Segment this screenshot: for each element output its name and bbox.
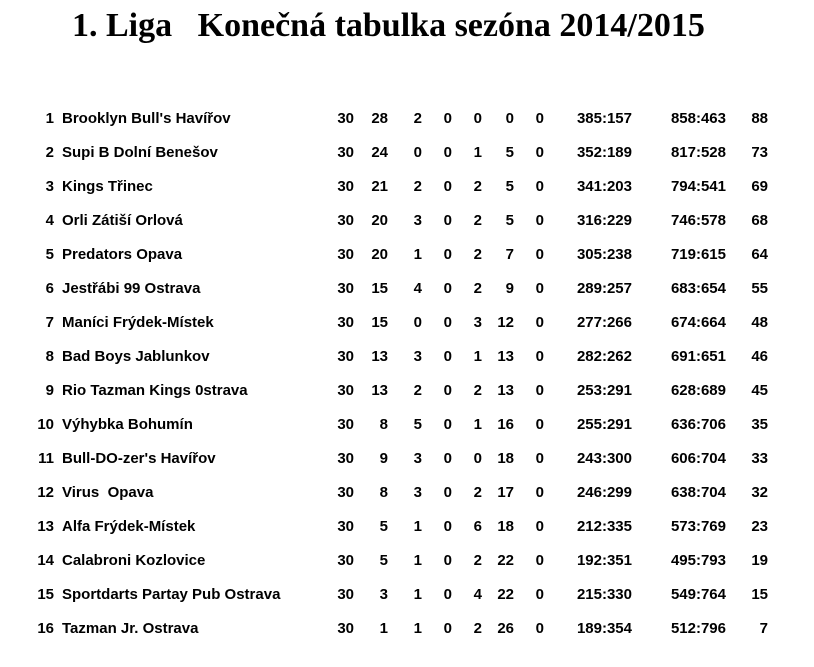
rank-cell: 9: [45, 382, 54, 399]
wins-cell: 1: [379, 620, 388, 637]
stat-col-3-cell: 1: [413, 586, 422, 603]
points-cell: 45: [751, 382, 768, 399]
rank-cell: 7: [45, 314, 54, 331]
rank-cell: 1: [45, 110, 54, 127]
matches-played-cell: 30: [337, 314, 354, 331]
matches-played-cell: 30: [337, 450, 354, 467]
stat-col-5-cell: 3: [473, 314, 482, 331]
legs-score-cell: 282:262: [576, 348, 632, 365]
team-name-cell: Výhybka Bohumín: [62, 416, 193, 433]
legs-score-cell: 255:291: [576, 416, 632, 433]
points-cell: 19: [751, 552, 768, 569]
table-row: [0, 441, 814, 475]
stat-col-4-cell: 0: [443, 518, 452, 535]
legs-score-cell: 215:330: [576, 586, 632, 603]
stat-col-4-cell: 0: [443, 348, 452, 365]
matches-played-cell: 30: [337, 552, 354, 569]
stat-col-5-cell: 4: [473, 586, 482, 603]
wins-cell: 24: [371, 144, 388, 161]
stat-col-7-cell: 0: [535, 518, 544, 535]
stat-col-3-cell: 2: [413, 110, 422, 127]
losses-cell: 22: [497, 552, 514, 569]
table-row: [0, 543, 814, 577]
stat-col-5-cell: 0: [473, 110, 482, 127]
legs-score-cell: 385:157: [576, 110, 632, 127]
points-cell: 15: [751, 586, 768, 603]
rank-cell: 2: [45, 144, 54, 161]
stat-col-4-cell: 0: [443, 416, 452, 433]
table-row: [0, 237, 814, 271]
losses-cell: 7: [505, 246, 514, 263]
sets-score-cell: 636:706: [670, 416, 726, 433]
sets-score-cell: 794:541: [670, 178, 726, 195]
table-row: [0, 611, 814, 645]
stat-col-5-cell: 2: [473, 552, 482, 569]
losses-cell: 17: [497, 484, 514, 501]
stat-col-5-cell: 2: [473, 620, 482, 637]
legs-score-cell: 316:229: [576, 212, 632, 229]
sets-score-cell: 858:463: [670, 110, 726, 127]
matches-played-cell: 30: [337, 518, 354, 535]
stat-col-4-cell: 0: [443, 484, 452, 501]
team-name-cell: Calabroni Kozlovice: [62, 552, 206, 569]
table-row: [0, 509, 814, 543]
wins-cell: 15: [371, 280, 388, 297]
rank-cell: 10: [37, 416, 54, 433]
stat-col-7-cell: 0: [535, 280, 544, 297]
matches-played-cell: 30: [337, 280, 354, 297]
rank-cell: 16: [37, 620, 54, 637]
stat-col-3-cell: 0: [413, 144, 422, 161]
stat-col-4-cell: 0: [443, 144, 452, 161]
stat-col-4-cell: 0: [443, 314, 452, 331]
matches-played-cell: 30: [337, 416, 354, 433]
team-name-cell: Rio Tazman Kings 0strava: [62, 382, 248, 399]
legs-score-cell: 189:354: [576, 620, 632, 637]
stat-col-7-cell: 0: [535, 450, 544, 467]
matches-played-cell: 30: [337, 246, 354, 263]
stat-col-7-cell: 0: [535, 586, 544, 603]
stat-col-3-cell: 0: [413, 314, 422, 331]
stat-col-5-cell: 0: [473, 450, 482, 467]
losses-cell: 18: [497, 450, 514, 467]
points-cell: 33: [751, 450, 768, 467]
points-cell: 32: [751, 484, 768, 501]
table-row: [0, 407, 814, 441]
matches-played-cell: 30: [337, 110, 354, 127]
losses-cell: 5: [505, 212, 514, 229]
wins-cell: 20: [371, 212, 388, 229]
rank-cell: 15: [37, 586, 54, 603]
points-cell: 73: [751, 144, 768, 161]
stat-col-3-cell: 2: [413, 178, 422, 195]
stat-col-4-cell: 0: [443, 620, 452, 637]
stat-col-5-cell: 2: [473, 484, 482, 501]
matches-played-cell: 30: [337, 178, 354, 195]
standings-table: [0, 101, 814, 645]
losses-cell: 16: [497, 416, 514, 433]
points-cell: 7: [759, 620, 768, 637]
stat-col-7-cell: 0: [535, 552, 544, 569]
legs-score-cell: 305:238: [576, 246, 632, 263]
points-cell: 23: [751, 518, 768, 535]
table-row: [0, 475, 814, 509]
losses-cell: 18: [497, 518, 514, 535]
wins-cell: 8: [379, 484, 388, 501]
stat-col-4-cell: 0: [443, 450, 452, 467]
rank-cell: 14: [37, 552, 54, 569]
stat-col-4-cell: 0: [443, 212, 452, 229]
team-name-cell: Jestřábi 99 Ostrava: [62, 280, 201, 297]
stat-col-5-cell: 2: [473, 246, 482, 263]
matches-played-cell: 30: [337, 212, 354, 229]
stat-col-5-cell: 2: [473, 382, 482, 399]
sets-score-cell: 606:704: [670, 450, 726, 467]
sets-score-cell: 817:528: [670, 144, 726, 161]
stat-col-3-cell: 5: [413, 416, 422, 433]
wins-cell: 3: [379, 586, 388, 603]
team-name-cell: Brooklyn Bull's Havířov: [62, 110, 231, 127]
team-name-cell: Alfa Frýdek-Místek: [62, 518, 196, 535]
losses-cell: 26: [497, 620, 514, 637]
stat-col-3-cell: 2: [413, 382, 422, 399]
sets-score-cell: 719:615: [670, 246, 726, 263]
stat-col-4-cell: 0: [443, 178, 452, 195]
table-row: [0, 203, 814, 237]
stat-col-7-cell: 0: [535, 178, 544, 195]
matches-played-cell: 30: [337, 348, 354, 365]
stat-col-5-cell: 2: [473, 212, 482, 229]
stat-col-5-cell: 1: [473, 144, 482, 161]
points-cell: 69: [751, 178, 768, 195]
table-row: [0, 339, 814, 373]
stat-col-3-cell: 1: [413, 518, 422, 535]
legs-score-cell: 277:266: [576, 314, 632, 331]
stat-col-3-cell: 3: [413, 212, 422, 229]
sets-score-cell: 512:796: [670, 620, 726, 637]
team-name-cell: Bull-DO-zer's Havířov: [62, 450, 216, 467]
losses-cell: 5: [505, 144, 514, 161]
sets-score-cell: 495:793: [670, 552, 726, 569]
stat-col-5-cell: 2: [473, 280, 482, 297]
legs-score-cell: 243:300: [576, 450, 632, 467]
matches-played-cell: 30: [337, 144, 354, 161]
rank-cell: 11: [38, 450, 54, 467]
points-cell: 46: [751, 348, 768, 365]
table-row: [0, 101, 814, 135]
points-cell: 88: [751, 110, 768, 127]
wins-cell: 15: [371, 314, 388, 331]
sets-score-cell: 573:769: [670, 518, 726, 535]
points-cell: 35: [751, 416, 768, 433]
team-name-cell: Sportdarts Partay Pub Ostrava: [62, 586, 281, 603]
table-row: [0, 271, 814, 305]
team-name-cell: Supi B Dolní Benešov: [62, 144, 218, 161]
stat-col-3-cell: 4: [413, 280, 422, 297]
wins-cell: 5: [379, 552, 388, 569]
team-name-cell: Predators Opava: [62, 246, 183, 263]
stat-col-7-cell: 0: [535, 382, 544, 399]
team-name-cell: Bad Boys Jablunkov: [62, 348, 210, 365]
losses-cell: 13: [497, 382, 514, 399]
stat-col-4-cell: 0: [443, 586, 452, 603]
stat-col-5-cell: 1: [473, 416, 482, 433]
legs-score-cell: 192:351: [576, 552, 632, 569]
page-title: 1. Liga Konečná tabulka sezóna 2014/2015: [72, 7, 705, 44]
wins-cell: 28: [371, 110, 388, 127]
team-name-cell: Maníci Frýdek-Místek: [62, 314, 214, 331]
losses-cell: 5: [505, 178, 514, 195]
stat-col-3-cell: 1: [413, 620, 422, 637]
team-name-cell: Virus Opava: [62, 484, 154, 501]
losses-cell: 13: [497, 348, 514, 365]
stat-col-7-cell: 0: [535, 416, 544, 433]
points-cell: 68: [751, 212, 768, 229]
stat-col-5-cell: 6: [473, 518, 482, 535]
sets-score-cell: 746:578: [670, 212, 726, 229]
legs-score-cell: 352:189: [576, 144, 632, 161]
rank-cell: 3: [45, 178, 54, 195]
team-name-cell: Kings Třinec: [62, 178, 153, 195]
wins-cell: 21: [371, 178, 388, 195]
wins-cell: 9: [379, 450, 388, 467]
sets-score-cell: 691:651: [670, 348, 726, 365]
team-name-cell: Tazman Jr. Ostrava: [62, 620, 199, 637]
matches-played-cell: 30: [337, 620, 354, 637]
matches-played-cell: 30: [337, 484, 354, 501]
points-cell: 48: [751, 314, 768, 331]
rank-cell: 12: [37, 484, 54, 501]
stat-col-4-cell: 0: [443, 246, 452, 263]
table-row: [0, 135, 814, 169]
stat-col-7-cell: 0: [535, 314, 544, 331]
stat-col-3-cell: 1: [413, 552, 422, 569]
wins-cell: 20: [371, 246, 388, 263]
table-row: [0, 305, 814, 339]
table-row: [0, 169, 814, 203]
stat-col-7-cell: 0: [535, 348, 544, 365]
stat-col-7-cell: 0: [535, 246, 544, 263]
rank-cell: 4: [45, 212, 54, 229]
stat-col-7-cell: 0: [535, 484, 544, 501]
stat-col-5-cell: 2: [473, 178, 482, 195]
wins-cell: 8: [379, 416, 388, 433]
stat-col-3-cell: 3: [413, 484, 422, 501]
wins-cell: 5: [379, 518, 388, 535]
team-name-cell: Orli Zátiší Orlová: [62, 212, 183, 229]
rank-cell: 13: [37, 518, 54, 535]
legs-score-cell: 212:335: [576, 518, 632, 535]
points-cell: 64: [751, 246, 768, 263]
rank-cell: 8: [45, 348, 54, 365]
legs-score-cell: 289:257: [576, 280, 632, 297]
stat-col-4-cell: 0: [443, 110, 452, 127]
stat-col-7-cell: 0: [535, 110, 544, 127]
stat-col-3-cell: 3: [413, 450, 422, 467]
legs-score-cell: 341:203: [576, 178, 632, 195]
stat-col-4-cell: 0: [443, 552, 452, 569]
matches-played-cell: 30: [337, 382, 354, 399]
wins-cell: 13: [371, 382, 388, 399]
rank-cell: 6: [45, 280, 54, 297]
table-row: [0, 577, 814, 611]
stat-col-3-cell: 3: [413, 348, 422, 365]
legs-score-cell: 246:299: [576, 484, 632, 501]
stat-col-3-cell: 1: [413, 246, 422, 263]
sets-score-cell: 628:689: [670, 382, 726, 399]
losses-cell: 0: [505, 110, 514, 127]
stat-col-7-cell: 0: [535, 212, 544, 229]
wins-cell: 13: [371, 348, 388, 365]
losses-cell: 9: [505, 280, 514, 297]
losses-cell: 12: [497, 314, 514, 331]
losses-cell: 22: [497, 586, 514, 603]
points-cell: 55: [751, 280, 768, 297]
sets-score-cell: 674:664: [670, 314, 726, 331]
sets-score-cell: 683:654: [670, 280, 726, 297]
stat-col-7-cell: 0: [535, 144, 544, 161]
matches-played-cell: 30: [337, 586, 354, 603]
rank-cell: 5: [45, 246, 54, 263]
sets-score-cell: 549:764: [670, 586, 726, 603]
stat-col-4-cell: 0: [443, 382, 452, 399]
stat-col-5-cell: 1: [473, 348, 482, 365]
stat-col-7-cell: 0: [535, 620, 544, 637]
table-row: [0, 373, 814, 407]
stat-col-4-cell: 0: [443, 280, 452, 297]
sets-score-cell: 638:704: [670, 484, 726, 501]
legs-score-cell: 253:291: [576, 382, 632, 399]
